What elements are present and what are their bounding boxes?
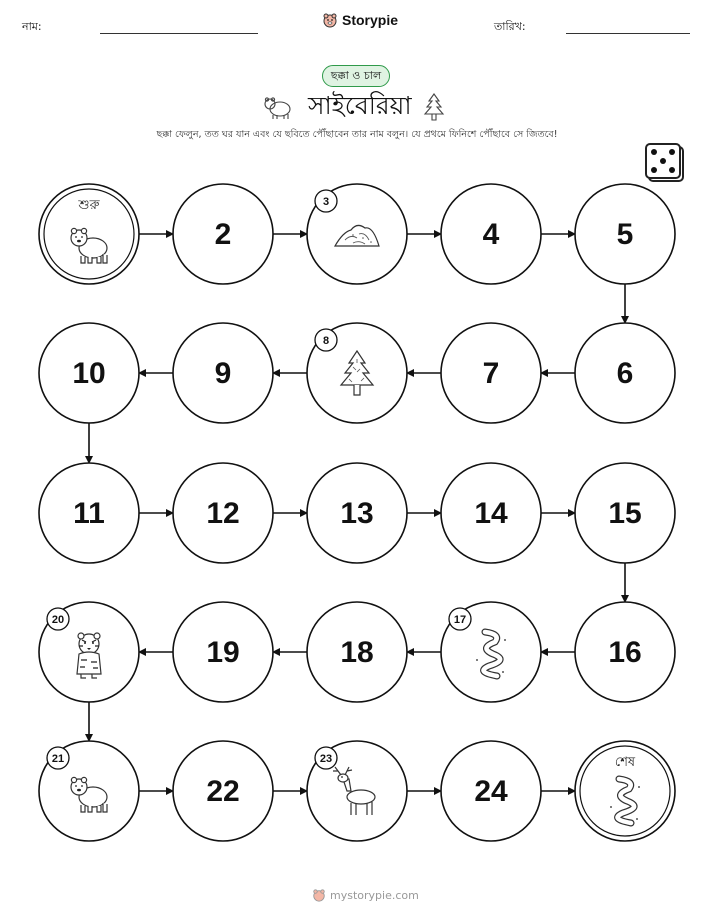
board-cell-25 [575, 741, 675, 841]
cell-number: 5 [616, 218, 634, 251]
page-title: সাইবেরিয়া [308, 91, 412, 120]
cell-number: 6 [616, 357, 634, 390]
game-type-badge: ছক্কা ও চাল [322, 65, 390, 87]
board-cell-1 [39, 184, 139, 284]
cell-number: 12 [206, 497, 240, 530]
board-cell-2 [173, 184, 273, 284]
cell-number: 10 [72, 357, 106, 390]
board-cell-20 [39, 602, 139, 702]
cell-number: 17 [453, 614, 467, 626]
board-cell-3 [307, 184, 407, 284]
cell-number: 8 [322, 335, 330, 347]
board-cell-5 [575, 184, 675, 284]
tiger-icon [77, 633, 101, 678]
footer [312, 888, 419, 902]
board-cell-22 [173, 741, 273, 841]
board-cell-23 [307, 741, 407, 841]
board-cell-17 [441, 602, 541, 702]
board-cell-11 [39, 463, 139, 563]
board-cell-15 [575, 463, 675, 563]
cell-number: 13 [340, 497, 374, 530]
cell-number: 18 [340, 636, 374, 669]
board-cell-21 [39, 741, 139, 841]
board-cell-9 [173, 323, 273, 423]
cell-number: 4 [482, 218, 500, 251]
board-cell-4 [441, 184, 541, 284]
date-label: তারিখ: [494, 20, 526, 33]
cell-number: 14 [474, 497, 508, 530]
board-cell-12 [173, 463, 273, 563]
cell-number: 24 [474, 775, 508, 808]
cell-number: 22 [206, 775, 240, 808]
cell-number: 2 [214, 218, 232, 251]
cell-number: 20 [51, 614, 65, 626]
cell-number: 11 [73, 497, 105, 530]
board-cell-14 [441, 463, 541, 563]
cell-number: 3 [322, 196, 330, 208]
instructions: ছক্কা ফেলুন, তত ঘর যান এবং যে ছবিতে পৌঁছাবেন তার নাম বলুন। যে প্রথমে ফিনিশে পৌঁছাবে সে জিতবে! [156, 129, 558, 140]
board-cell-13 [307, 463, 407, 563]
cell-number: 19 [206, 636, 240, 669]
board-cell-18 [307, 602, 407, 702]
board-cell-24 [441, 741, 541, 841]
name-label: নাম: [22, 20, 42, 33]
end-label: শেষ [614, 755, 636, 770]
board-cell-16 [575, 602, 675, 702]
board-cell-8 [307, 323, 407, 423]
cell-number: 23 [319, 753, 333, 765]
board-cell-10 [39, 323, 139, 423]
board-cell-6 [575, 323, 675, 423]
brand-name: Storypie [342, 12, 399, 28]
cell-number: 7 [482, 357, 500, 390]
cell-number: 16 [608, 636, 642, 669]
start-label: শুরু [78, 198, 100, 213]
cell-number: 9 [214, 357, 232, 390]
cell-number: 15 [608, 497, 642, 530]
storypie-mascot-icon [312, 888, 326, 902]
cell-number: 21 [51, 753, 65, 765]
footer-url: mystorypie.com [330, 888, 419, 902]
board-cell-19 [173, 602, 273, 702]
board-cell-7 [441, 323, 541, 423]
